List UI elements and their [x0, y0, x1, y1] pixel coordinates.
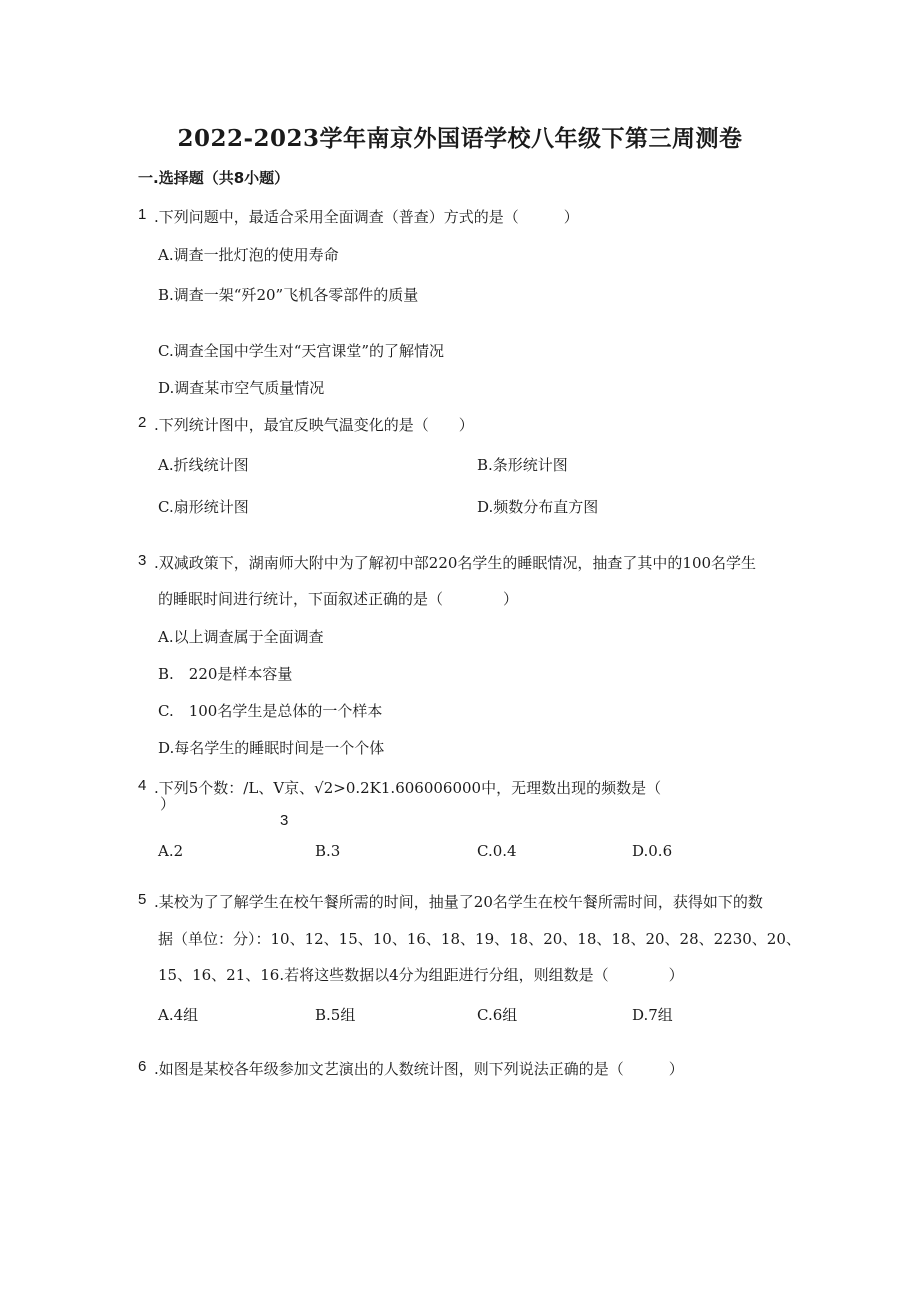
- section-heading: 一.选择题（共8小题）: [138, 169, 290, 187]
- question-text: .双减政策下，湖南师大附中为了解初中部220名学生的睡眠情况，抽查了其中的100名学生: [154, 554, 757, 572]
- option-a: A.2: [158, 842, 184, 860]
- option-a: A.折线统计图: [158, 456, 249, 474]
- question-extra: 3: [280, 812, 289, 829]
- question-number: 3: [138, 552, 147, 569]
- page-title: 2022-2023学年南京外国语学校八年级下第三周测卷: [177, 125, 743, 152]
- option-d: D.频数分布直方图: [477, 498, 599, 516]
- question-text-continued: ）: [160, 795, 176, 813]
- option-c: C.扇形统计图: [158, 498, 249, 516]
- question-text-continued: 据（单位：分）：10、12、15、10、16、18、19、18、20、18、18、20、28、2230、20、: [158, 930, 801, 948]
- option-d: D.7组: [632, 1006, 673, 1024]
- option-c: C.调查全国中学生对“天宫课堂”的了解情况: [158, 342, 445, 360]
- option-d: D.0.6: [632, 842, 673, 860]
- question-text: .某校为了了解学生在校午餐所需的时间，抽量了20名学生在校午餐所需时间，获得如下的数: [154, 893, 763, 911]
- option-d: D.每名学生的睡眠时间是一个个体: [158, 739, 385, 757]
- question-text-continued: 的睡眠时间进行统计，下面叙述正确的是（ ）: [158, 590, 519, 608]
- option-b: B.5组: [315, 1006, 356, 1024]
- question-text-continued: 15、16、21、16.若将这些数据以4分为组距进行分组，则组数是（ ）: [158, 966, 684, 984]
- question-number: 6: [138, 1058, 147, 1075]
- question-text: .下列统计图中，最宜反映气温变化的是（ ）: [154, 416, 474, 434]
- option-b: B.调查一架“歼20”飞机各零部件的质量: [158, 286, 419, 304]
- question-number: 4: [138, 777, 147, 794]
- question-number: 5: [138, 891, 147, 908]
- option-a: A.4组: [158, 1006, 199, 1024]
- option-b: B.条形统计图: [477, 456, 568, 474]
- option-c: C.6组: [477, 1006, 518, 1024]
- option-a: A.以上调查属于全面调查: [158, 628, 324, 646]
- question-text: .下列5个数：/L、V京、√2>0.2K1.606006000中，无理数出现的频数是（: [154, 779, 662, 797]
- question-number: 2: [138, 414, 147, 431]
- question-number: 1: [138, 206, 147, 223]
- option-c: C. 100名学生是总体的一个样本: [158, 702, 383, 720]
- option-a: A.调查一批灯泡的使用寿命: [158, 246, 339, 264]
- question-text: .如图是某校各年级参加文艺演出的人数统计图，则下列说法正确的是（ ）: [154, 1060, 684, 1078]
- option-c: C.0.4: [477, 842, 517, 860]
- option-b: B. 220是样本容量: [158, 665, 293, 683]
- option-d: D.调查某市空气质量情况: [158, 379, 325, 397]
- option-b: B.3: [315, 842, 341, 860]
- question-text: .下列问题中，最适合采用全面调查（普查）方式的是（ ）: [154, 208, 579, 226]
